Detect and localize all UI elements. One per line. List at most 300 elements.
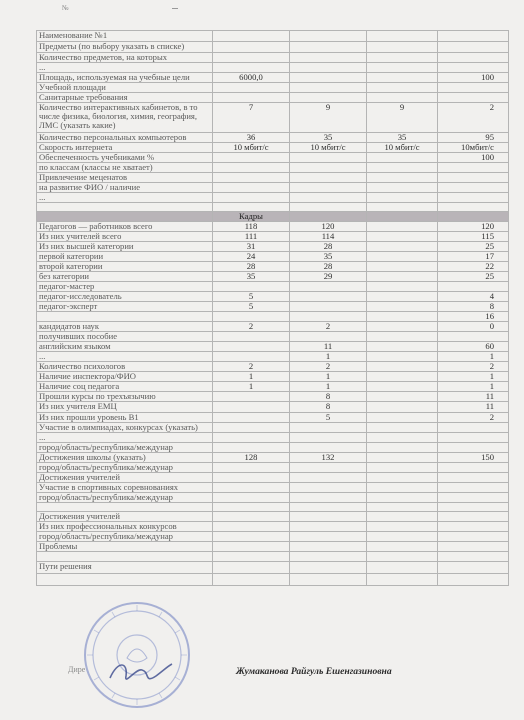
row-label: Санитарные требования [37,93,213,103]
row-label [37,502,213,511]
value-cell [213,312,290,322]
value-cell [213,153,290,163]
value-cell: 2 [290,322,367,332]
value-cell: 111 [213,232,290,242]
value-cell: 60 [438,342,509,352]
row-label: Педагогов — работников всего [37,222,213,232]
row-label: ... [37,193,213,203]
value-cell: 1 [438,372,509,382]
value-cell [290,42,367,53]
value-cell [438,531,509,541]
value-cell [213,573,290,585]
value-cell [213,521,290,531]
table-row [37,573,509,585]
row-label: Пути решения [37,561,213,573]
row-label: Обеспеченность учебниками % [37,153,213,163]
value-cell: 17 [438,252,509,262]
value-cell [367,392,438,402]
value-cell [213,63,290,73]
value-cell [438,31,509,42]
value-cell: 1 [290,352,367,362]
value-cell: 2 [213,322,290,332]
table-row [37,163,509,173]
value-cell [290,462,367,472]
value-cell [213,163,290,173]
value-cell: 11 [290,342,367,352]
table-row [37,511,509,521]
value-cell [367,412,438,422]
value-cell [438,63,509,73]
row-label: Достижения школы (указать) [37,452,213,462]
value-cell [367,551,438,561]
value-cell: 100 [438,153,509,163]
value-cell [213,342,290,352]
value-cell [367,561,438,573]
value-cell [367,472,438,482]
value-cell [367,492,438,502]
table-row [37,42,509,53]
value-cell [290,153,367,163]
value-cell: 7 [213,103,290,133]
row-label: английским языком [37,342,213,352]
table-row [37,252,509,262]
value-cell [438,193,509,203]
row-label: Прошли курсы по трехъязычию [37,392,213,402]
value-cell: 1 [290,372,367,382]
value-cell [367,232,438,242]
value-cell [213,442,290,452]
value-cell [290,73,367,83]
value-cell [438,183,509,193]
value-cell [290,183,367,193]
table-row [37,382,509,392]
value-cell [367,502,438,511]
value-cell: 114 [290,232,367,242]
row-label [37,551,213,561]
value-cell [290,31,367,42]
value-cell [213,53,290,63]
value-cell [438,482,509,492]
table-row [37,561,509,573]
value-cell [290,521,367,531]
value-cell [367,163,438,173]
value-cell: 95 [438,133,509,143]
value-cell [213,203,290,212]
row-label: второй категории [37,262,213,272]
value-cell: 100 [438,73,509,83]
row-label: Из них профессиональных конкурсов [37,521,213,531]
table-row [37,482,509,492]
row-label: Наименование №1 [37,31,213,42]
value-cell: 132 [290,452,367,462]
value-cell [213,173,290,183]
value-cell: 10 мбит/с [213,143,290,153]
value-cell [213,482,290,492]
value-cell [367,342,438,352]
value-cell [213,472,290,482]
value-cell [367,222,438,232]
row-label: Из них прошли уровень В1 [37,412,213,422]
value-cell: 150 [438,452,509,462]
value-cell: 36 [213,133,290,143]
row-label: ... [37,63,213,73]
value-cell [290,492,367,502]
value-cell [290,531,367,541]
table-row [37,203,509,212]
value-cell [290,173,367,183]
value-cell [290,561,367,573]
table-row [37,222,509,232]
row-label: Из них высшей категории [37,242,213,252]
row-label: Достижения учителей [37,472,213,482]
value-cell [367,252,438,262]
table-row [37,472,509,482]
table-row [37,442,509,452]
row-label: педагог-мастер [37,282,213,292]
table-row [37,183,509,193]
value-cell [367,282,438,292]
value-cell [213,83,290,93]
value-cell [367,332,438,342]
value-cell: 115 [438,232,509,242]
value-cell [290,292,367,302]
value-cell: 120 [438,222,509,232]
value-cell [213,502,290,511]
value-cell: 4 [438,292,509,302]
value-cell: 28 [290,242,367,252]
table-row [37,551,509,561]
row-label: Количество интерактивных кабинетов, в то числе физика, биология, химия, география, ЛМС (указать какие) [37,103,213,133]
table-row [37,53,509,63]
table-row [37,531,509,541]
value-cell: 35 [367,133,438,143]
value-cell: 2 [290,362,367,372]
row-label: Предметы (по выбору указать в списке) [37,42,213,53]
value-cell [438,332,509,342]
value-cell [213,332,290,342]
value-cell [290,83,367,93]
value-cell [213,511,290,521]
table-row [37,133,509,143]
value-cell [290,551,367,561]
table-row [37,332,509,342]
value-cell [367,212,438,222]
value-cell: 22 [438,262,509,272]
table-row [37,362,509,372]
value-cell: 1 [438,382,509,392]
table-row [37,63,509,73]
row-label: педагог-эксперт [37,302,213,312]
value-cell [367,521,438,531]
table-row [37,392,509,402]
value-cell [213,93,290,103]
value-cell [438,282,509,292]
table-row [37,143,509,153]
value-cell [290,472,367,482]
row-label: Из них учителя ЕМЦ [37,402,213,412]
table-row [37,83,509,93]
value-cell: 5 [213,292,290,302]
value-cell [367,193,438,203]
value-cell [438,422,509,432]
section-band-row [37,212,509,222]
value-cell [438,492,509,502]
value-cell [367,452,438,462]
value-cell [367,242,438,252]
table-row [37,432,509,442]
value-cell [367,322,438,332]
value-cell: 10 мбит/с [367,143,438,153]
value-cell [213,531,290,541]
row-label [37,203,213,212]
value-cell [213,193,290,203]
row-label: Количество предметов, на которых [37,53,213,63]
row-label: Учебной площади [37,83,213,93]
row-label: Участие в олимпиадах, конкурсах (указать) [37,422,213,432]
row-label: Скорость интернета [37,143,213,153]
value-cell [290,282,367,292]
table-row [37,242,509,252]
value-cell: 9 [367,103,438,133]
value-cell [438,212,509,222]
page-dash [172,8,178,9]
value-cell [213,432,290,442]
table-row [37,232,509,242]
value-cell [290,53,367,63]
value-cell [367,302,438,312]
value-cell: 1 [213,372,290,382]
value-cell [438,42,509,53]
value-cell: 1 [438,352,509,362]
value-cell: 25 [438,242,509,252]
value-cell [438,442,509,452]
value-cell [438,83,509,93]
row-label: Достижения учителей [37,511,213,521]
value-cell: 11 [438,392,509,402]
table-row [37,402,509,412]
table-row [37,322,509,332]
value-cell [367,312,438,322]
table-row [37,31,509,42]
value-cell [367,422,438,432]
table-row [37,153,509,163]
value-cell [367,93,438,103]
value-cell [290,432,367,442]
row-label: Наличие инспектора/ФИО [37,372,213,382]
value-cell [367,173,438,183]
value-cell [367,402,438,412]
table-row [37,272,509,282]
value-cell: 5 [290,412,367,422]
value-cell: 2 [213,362,290,372]
value-cell [213,462,290,472]
row-label: педагог-исследователь [37,292,213,302]
value-cell [438,432,509,442]
director-label: Дире [68,665,86,674]
row-label: Проблемы [37,541,213,551]
value-cell [438,472,509,482]
value-cell [367,372,438,382]
value-cell [367,352,438,362]
value-cell: 31 [213,242,290,252]
value-cell [213,183,290,193]
value-cell [290,312,367,322]
value-cell: 28 [290,262,367,272]
value-cell: 16 [438,312,509,322]
value-cell [290,302,367,312]
value-cell [290,203,367,212]
table-row [37,103,509,133]
row-label [37,573,213,585]
table-row [37,193,509,203]
value-cell [438,53,509,63]
value-cell [367,153,438,163]
table-row [37,541,509,551]
value-cell [290,332,367,342]
value-cell: 10 мбит/с [290,143,367,153]
table-row [37,372,509,382]
value-cell [367,262,438,272]
value-cell: 128 [213,452,290,462]
table-row [37,452,509,462]
row-label: Количество персональных компьютеров [37,133,213,143]
value-cell [438,541,509,551]
value-cell [367,42,438,53]
value-cell [367,31,438,42]
table-row [37,173,509,183]
value-cell: 2 [438,362,509,372]
table-row [37,342,509,352]
value-cell [213,541,290,551]
value-cell [367,442,438,452]
row-label: без категории [37,272,213,282]
row-label: первой категории [37,252,213,262]
row-label: Количество психологов [37,362,213,372]
value-cell [290,422,367,432]
value-cell [367,432,438,442]
value-cell [290,193,367,203]
row-label: по классам (классы не хватает) [37,163,213,173]
value-cell [213,412,290,422]
value-cell [290,482,367,492]
row-label: получивших пособие [37,332,213,342]
row-label: Привлечение меценатов [37,173,213,183]
value-cell [213,492,290,502]
row-label: Площадь, используемая на учебные цели [37,73,213,83]
value-cell [367,83,438,93]
value-cell: 28 [213,262,290,272]
value-cell: 10мбит/с [438,143,509,153]
value-cell [367,73,438,83]
value-cell: 8 [438,302,509,312]
value-cell: 1 [213,382,290,392]
value-cell [438,462,509,472]
value-cell [290,212,367,222]
table-row [37,292,509,302]
value-cell [213,282,290,292]
value-cell [290,541,367,551]
row-label: Участие в спортивных соревнованиях [37,482,213,492]
row-label: город/область/республика/междунар [37,531,213,541]
value-cell [290,63,367,73]
value-cell: 35 [290,133,367,143]
row-label: ... [37,352,213,362]
value-cell [367,511,438,521]
table-row [37,282,509,292]
value-cell: 6000,0 [213,73,290,83]
value-cell [367,482,438,492]
value-cell: 8 [290,402,367,412]
value-cell [367,203,438,212]
value-cell: 120 [290,222,367,232]
value-cell: 1 [290,382,367,392]
value-cell: 11 [438,402,509,412]
value-cell [367,462,438,472]
value-cell: 25 [438,272,509,282]
section-title: Кадры [213,212,290,222]
value-cell: 9 [290,103,367,133]
report-table [36,30,509,586]
value-cell [438,521,509,531]
table-row [37,302,509,312]
value-cell [290,511,367,521]
value-cell [367,272,438,282]
table-row [37,262,509,272]
value-cell: 2 [438,412,509,422]
table-row [37,412,509,422]
row-label: город/область/республика/междунар [37,442,213,452]
value-cell [367,573,438,585]
row-label: Наличие соц педагога [37,382,213,392]
value-cell [367,183,438,193]
row-label: на развитие ФИО / наличие [37,183,213,193]
row-label: Из них учителей всего [37,232,213,242]
value-cell [213,352,290,362]
value-cell: 8 [290,392,367,402]
value-cell [367,63,438,73]
handwritten-signature [106,652,176,697]
row-label [37,312,213,322]
value-cell [367,53,438,63]
value-cell [367,382,438,392]
value-cell [290,93,367,103]
value-cell [367,541,438,551]
value-cell: 0 [438,322,509,332]
table-row [37,73,509,83]
value-cell [290,573,367,585]
table-row [37,93,509,103]
value-cell [290,163,367,173]
row-label [37,212,213,222]
value-cell: 35 [290,252,367,262]
value-cell [213,31,290,42]
value-cell: 2 [438,103,509,133]
table-row [37,422,509,432]
value-cell [213,422,290,432]
value-cell [438,163,509,173]
table-row [37,352,509,362]
value-cell [438,502,509,511]
value-cell [438,551,509,561]
value-cell: 29 [290,272,367,282]
value-cell [290,442,367,452]
value-cell: 118 [213,222,290,232]
value-cell: 24 [213,252,290,262]
row-label: ... [37,432,213,442]
value-cell [367,362,438,372]
value-cell: 35 [213,272,290,282]
value-cell [367,531,438,541]
